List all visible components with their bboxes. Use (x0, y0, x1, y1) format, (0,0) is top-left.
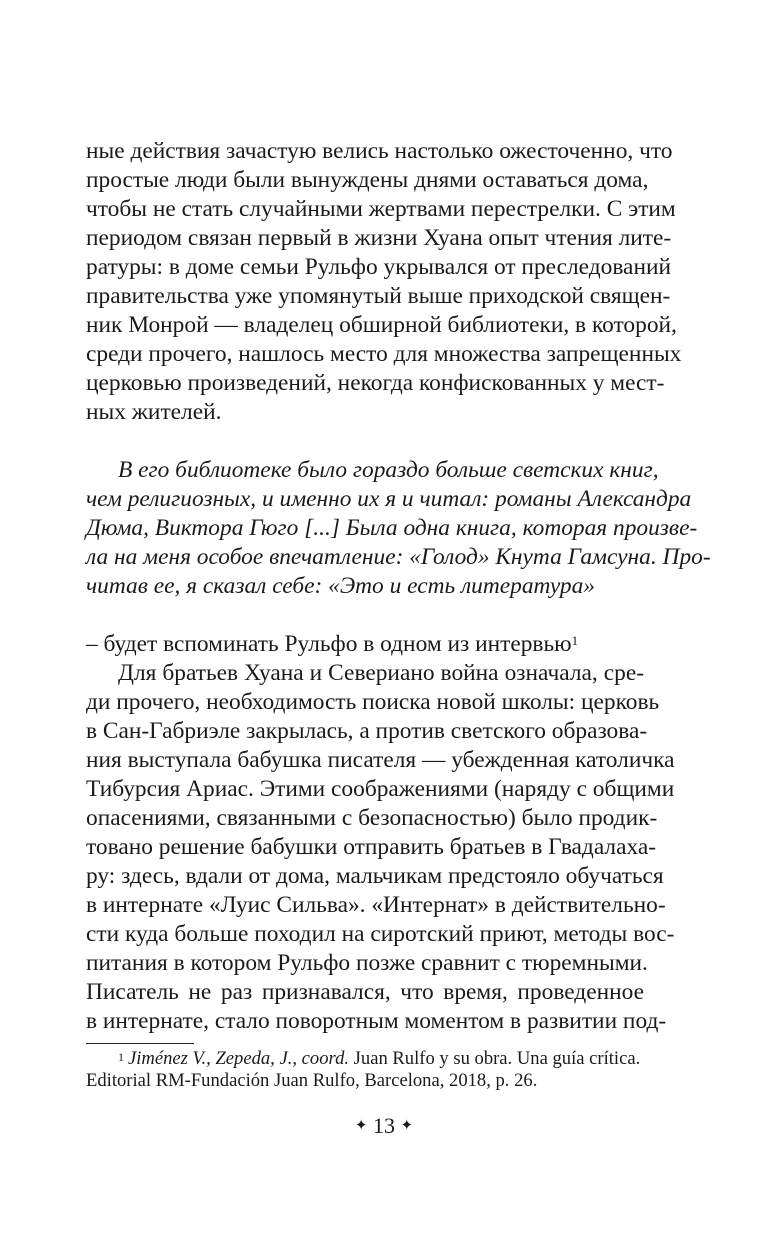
body-line: в интернате, стало поворотным моментом в развитии под- (86, 1008, 667, 1034)
body-line: ных жителей. (86, 399, 222, 425)
body-line: Для братьев Хуана и Севериано война означала, сре- (118, 660, 644, 686)
body-line: Тибурсия Ариас. Этими соображениями (наряду с общими (86, 776, 675, 802)
body-line: чтобы не стать случайными жертвами перестрелки. С этим (86, 196, 676, 222)
quote-line: чем религиозных, и именно их я и читал: романы Александра (86, 486, 692, 512)
footnote-authors: Jiménez V., Zepeda, J., coord. (128, 1048, 350, 1069)
body-line: в интернате «Луис Сильва». «Интернат» в действительно- (86, 892, 666, 918)
body-line: ные действия зачастую велись настолько ожесточенно, что (86, 138, 673, 164)
quote-line: В его библиотеке было гораздо больше светских книг, (118, 457, 659, 483)
footnote-divider (86, 1043, 194, 1044)
body-line: опасениями, связанными с безопасностью) было продик- (86, 805, 658, 831)
attribution-text: – будет вспоминать Рульфо в одном из интервью (86, 631, 572, 657)
body-line: ру: здесь, вдали от дома, мальчикам предстояло обучаться (86, 863, 664, 889)
body-line: питания в котором Рульфо позже сравнит с тюремными. (86, 950, 648, 976)
body-line: товано решение бабушки отправить братьев в Гвадалаха- (86, 834, 657, 860)
body-line: ди прочего, необходимость поиска новой школы: церковь (86, 689, 660, 715)
quote-line: ла на меня особое впечатление: «Голод» Кнута Гамсуна. Про- (86, 544, 711, 570)
body-line: среди прочего, нашлось место для множества запрещенных (86, 341, 682, 367)
body-line: ник Монрой — владелец обширной библиотеки, в которой, (86, 312, 677, 338)
body-line: ратуры: в доме семьи Рульфо укрывался от преследований (86, 254, 671, 280)
body-line: Писатель не раз признавался, что время, проведенное (86, 979, 644, 1005)
footnote-line (118, 1048, 644, 1070)
attribution-line (86, 630, 644, 658)
body-line: ния выступала бабушка писателя — убежденная католичка (86, 747, 675, 773)
page-folio (0, 1112, 768, 1142)
body-line: периодом связан первый в жизни Хуана опыт чтения лите- (86, 225, 672, 251)
quote-line: Дюма, Виктора Гюго [...] Была одна книга, которая произве- (86, 515, 698, 541)
body-line: в Сан-Габриэле закрылась, а против светского образова- (86, 718, 648, 744)
footnote-mark: 1 (118, 1050, 124, 1064)
body-line: правительства уже упомянутый выше приходской священ- (86, 283, 671, 309)
quote-line: читав ее, я сказал себе: «Это и есть литература» (86, 573, 595, 599)
ornament-star-icon: ✦ (400, 1117, 414, 1134)
body-line: церковью произведений, некогда конфискованных у мест- (86, 370, 665, 396)
ornament-star-icon: ✦ (354, 1117, 368, 1134)
footnote-title: Juan Rulfo y su obra. Una guía crítica. (349, 1048, 641, 1069)
page-number: 13 (373, 1113, 395, 1138)
body-line: простые люди были вынуждены днями оставаться дома, (86, 167, 649, 193)
footnote-reference: 1 (571, 633, 579, 648)
body-line: сти куда больше походил на сиротский приют, методы вос- (86, 921, 675, 947)
footnote-line: Editorial RM-Fundación Juan Rulfo, Barcelona, 2018, p. 26. (86, 1070, 538, 1091)
